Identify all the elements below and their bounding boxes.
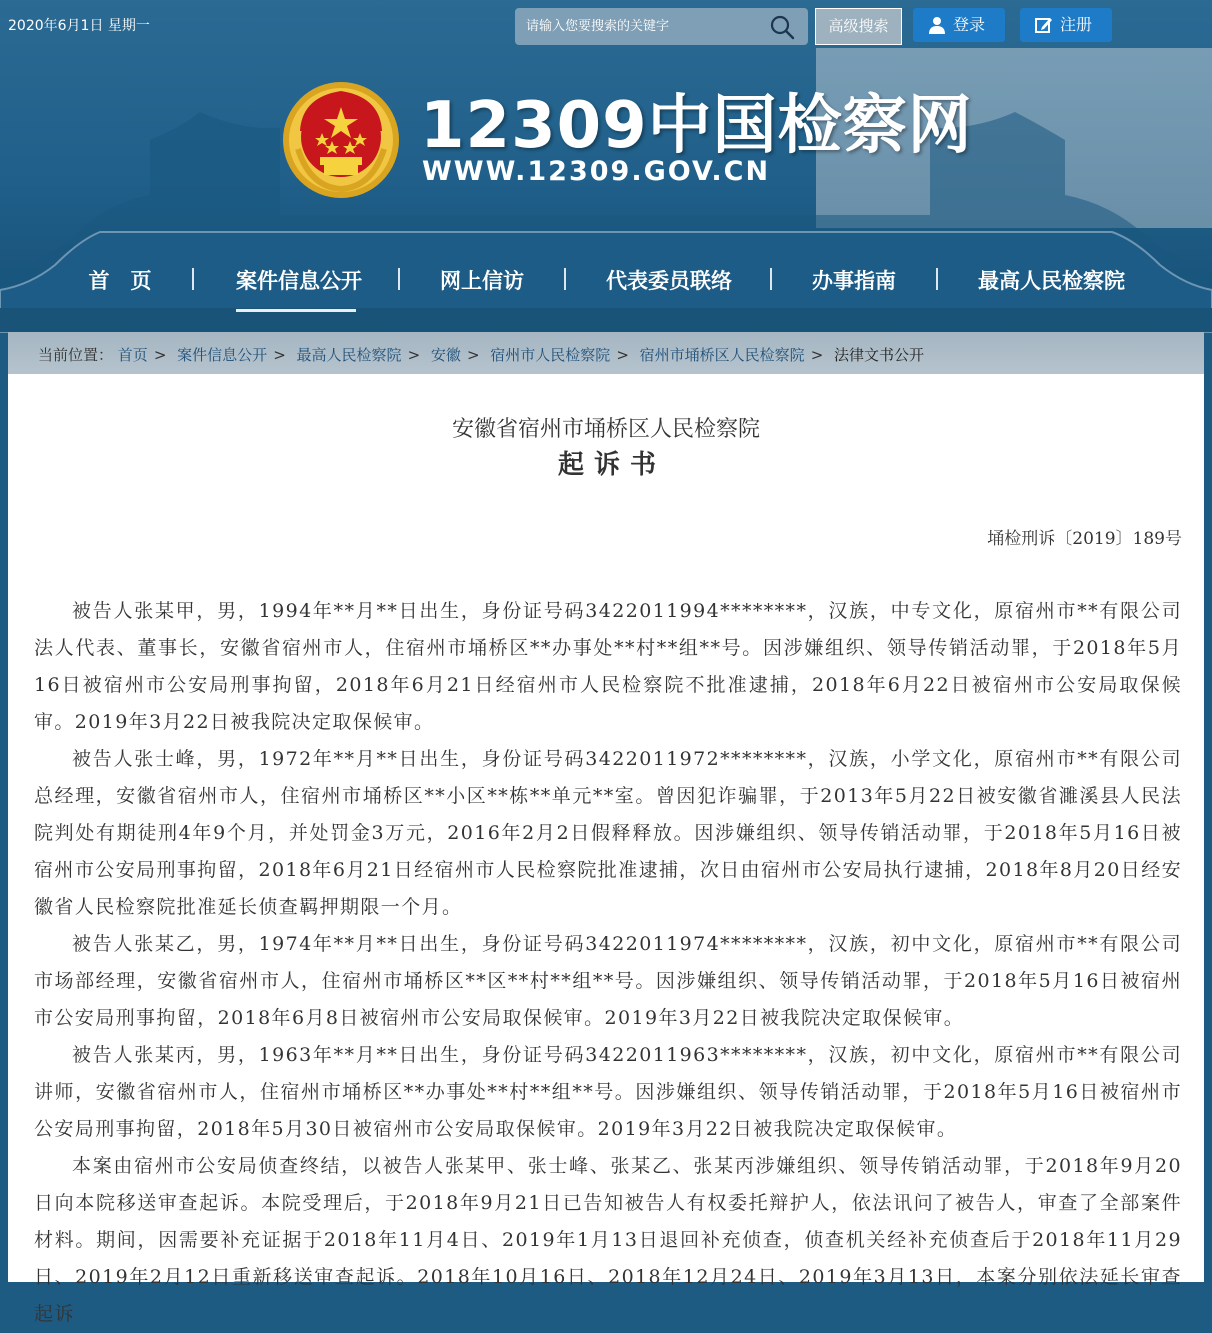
breadcrumb-link[interactable]: 宿州市人民检察院 — [490, 346, 611, 364]
edit-icon — [1035, 16, 1053, 34]
document-body — [34, 593, 1182, 1333]
site-header — [0, 0, 1212, 332]
document-organization: 安徽省宿州市埇桥区人民检察院 — [451, 417, 760, 442]
search-icon[interactable] — [769, 14, 795, 40]
document-paragraph: 被告人张某乙，男，1974年**月**日出生，身份证号码3422011974********，汉族，初中文化，原宿州市**有限公司市场部经理，安徽省宿州市人，住宿州市埇桥区**区**村**组**号。因涉嫌组织、领导传销活动罪，于2018年5月16日被宿州市公安局刑事拘留，2018年6月8日被宿州市公安局取保候审。2019年3月22日被我院决定取保候审。 — [34, 933, 1182, 1029]
document-title: 起诉书 — [557, 450, 666, 480]
search-input[interactable] — [515, 8, 765, 45]
site-title: 12309中国检察网 — [420, 89, 973, 163]
nav-divider — [936, 268, 938, 290]
current-date: 2020年6月1日 星期一 — [8, 18, 150, 34]
document-panel — [8, 374, 1204, 1325]
user-icon — [928, 16, 946, 34]
nav-home[interactable]: 首 页 — [88, 269, 152, 293]
advanced-search-button[interactable]: 高级搜索 — [815, 8, 902, 45]
site-url: WWW.12309.GOV.CN — [422, 156, 771, 187]
nav-service-guide[interactable]: 办事指南 — [812, 269, 896, 293]
breadcrumb-link[interactable]: 宿州市埇桥区人民检察院 — [639, 346, 805, 364]
nav-divider — [770, 268, 772, 290]
nav-supreme-procuratorate[interactable]: 最高人民检察院 — [978, 269, 1125, 293]
main-nav — [0, 258, 1212, 308]
nav-divider — [564, 268, 566, 290]
breadcrumb: 当前位置： 首页 > 案件信息公开 > 最高人民检察院 > 安徽 > 宿州市人民检察院 > 宿州市埇桥区人民检察院 > 法律文书公开 — [8, 332, 1204, 374]
register-button[interactable] — [1020, 8, 1112, 42]
register-label: 注册 — [1060, 15, 1093, 34]
breadcrumb-current: 法律文书公开 — [834, 346, 925, 364]
login-button[interactable] — [913, 8, 1005, 42]
login-label: 登录 — [953, 15, 986, 34]
breadcrumb-label: 当前位置： — [38, 346, 114, 364]
nav-divider — [192, 268, 194, 290]
document-number: 埇检刑诉〔2019〕189号 — [987, 529, 1182, 549]
document-paragraph: 本案由宿州市公安局侦查终结，以被告人张某甲、张士峰、张某乙、张某丙涉嫌组织、领导传销活动罪，于2018年9月20日向本院移送审查起诉。本院受理后，于2018年9月21日已告知被告人有权委托辩护人，依法讯问了被告人，审查了全部案件材料。期间，因需要补充证据于2018年11月4日、2019年1月13日退回补充侦查，侦查机关经补充侦查后于2018年11月29日、2019年2月12日重新移送审查起诉。2018年10月16日、2018年12月24日、2019年3月13日，本案分别依法延长审查起诉 — [34, 1155, 1182, 1325]
nav-divider — [398, 268, 400, 290]
nav-case-info[interactable]: 案件信息公开 — [236, 258, 356, 304]
breadcrumb-link[interactable]: 首页 — [117, 346, 148, 364]
nav-online-petition[interactable]: 网上信访 — [440, 269, 524, 293]
breadcrumb-link[interactable]: 案件信息公开 — [177, 346, 268, 364]
search-box — [515, 8, 808, 45]
document-paragraph: 被告人张士峰，男，1972年**月**日出生，身份证号码3422011972********，汉族，小学文化，原宿州市**有限公司总经理，安徽省宿州市人，住宿州市埇桥区**小区**栋**单元**室。曾因犯诈骗罪，于2013年5月22日被安徽省濉溪县人民法院判处有期徒刑4年9个月，并处罚金3万元，2016年2月2日假释释放。因涉嫌组织、领导传销活动罪，于2018年5月16日被宿州市公安局刑事拘留，2018年6月21日经宿州市人民检察院批准逮捕，次日由宿州市公安局执行逮捕，2018年8月20日经安徽省人民检察院批准延长侦查羁押期限一个月。 — [34, 748, 1182, 918]
nav-deputy-liaison[interactable]: 代表委员联络 — [606, 269, 732, 293]
breadcrumb-link[interactable]: 安徽 — [430, 346, 461, 364]
breadcrumb-link[interactable]: 最高人民检察院 — [296, 346, 402, 364]
procuratorate-emblem — [280, 79, 402, 201]
document-paragraph: 被告人张某甲，男，1994年**月**日出生，身份证号码3422011994********，汉族，中专文化，原宿州市**有限公司法人代表、董事长，安徽省宿州市人，住宿州市埇桥区**办事处**村**组**号。因涉嫌组织、领导传销活动罪，于2018年5月16日被宿州市公安局刑事拘留，2018年6月21日经宿州市人民检察院不批准逮捕，2018年6月22日被宿州市公安局取保候审。2019年3月22日被我院决定取保候审。 — [34, 600, 1182, 733]
document-paragraph: 被告人张某丙，男，1963年**月**日出生，身份证号码3422011963********，汉族，初中文化，原宿州市**有限公司讲师，安徽省宿州市人，住宿州市埇桥区**办事处**村**组**号。因涉嫌组织、领导传销活动罪，于2018年5月16日被宿州市公安局刑事拘留，2018年5月30日被宿州市公安局取保候审。2019年3月22日被我院决定取保候审。 — [34, 1044, 1182, 1140]
